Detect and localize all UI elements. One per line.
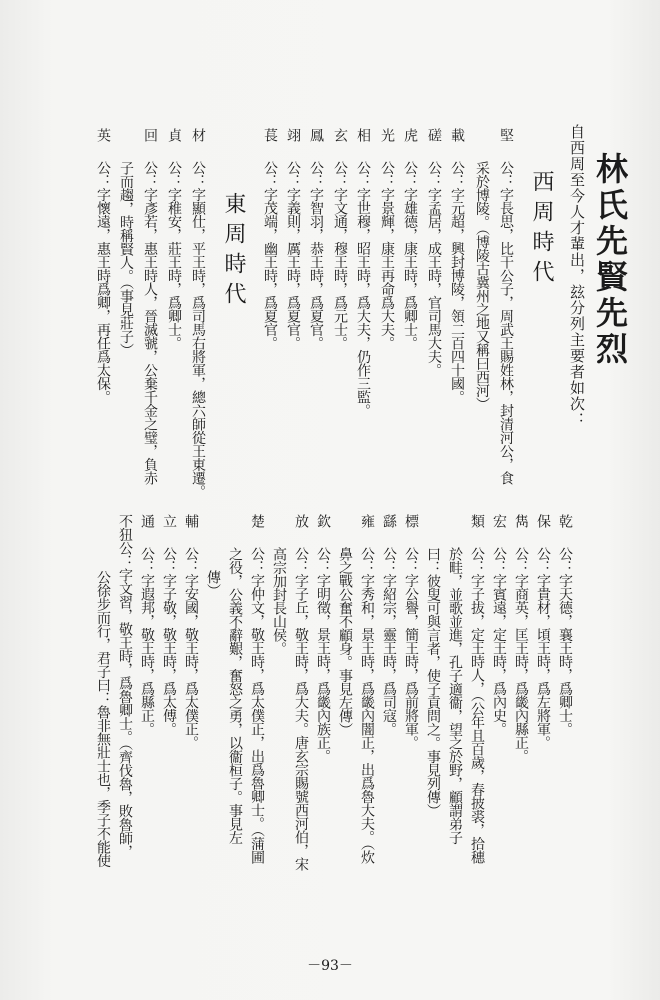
entry-name: 相 bbox=[355, 128, 371, 142]
entry-text: 公：字彥若，惠王時人，晉滅虢，公棄千金之璧，負赤 bbox=[142, 160, 158, 485]
intro-text: 自西周至今人才輩出，玆分列主要者如次： bbox=[568, 124, 586, 428]
entry-text: 公：字遐邦，敬王時，爲縣正。 bbox=[139, 546, 155, 736]
entry-text: 公：字子拔，定王時人，（公年且百歲，春披裘，拾穗 bbox=[469, 546, 485, 864]
entry-column bbox=[139, 128, 161, 485]
entry-text: 公：字天德，襄王時，爲卿士。 bbox=[557, 546, 573, 736]
entry-name: 欽 bbox=[315, 514, 331, 528]
entry-text: 公：字秀和，景王時，爲畿內闇正，出爲魯大夫。（炊 bbox=[359, 546, 375, 864]
continuation-column: 子而趨，時稱賢人。（事見莊子） bbox=[118, 161, 134, 357]
entry-text: 公：字元超，興封博陵，領二百四十國。 bbox=[449, 160, 465, 404]
entry-name: 輔 bbox=[183, 514, 199, 528]
entry-name: 宏 bbox=[491, 514, 507, 528]
entry-name: 放 bbox=[293, 514, 309, 528]
entry-column bbox=[466, 514, 488, 864]
entry-column bbox=[329, 128, 351, 350]
entry-column bbox=[423, 128, 445, 377]
continuation-column: 鼻之戰公奮不顧身。事見左傳） bbox=[337, 547, 353, 736]
entry-text: 公：字雄德，康王時，爲卿士。 bbox=[402, 160, 418, 350]
entry-text: 公：字景輝，康王再命爲大夫。 bbox=[379, 160, 395, 350]
section-heading-western-zhou: 西周時代 bbox=[529, 170, 554, 290]
entry-name: 雋 bbox=[513, 514, 529, 528]
entry-name: 楚 bbox=[249, 514, 265, 528]
entry-column bbox=[136, 514, 158, 736]
entry-column bbox=[532, 514, 554, 749]
entry-column bbox=[399, 128, 421, 350]
entry-name: 英 bbox=[95, 128, 111, 142]
entry-name: 貞 bbox=[166, 128, 182, 142]
entry-column bbox=[246, 514, 268, 864]
page-number: －93－ bbox=[307, 958, 353, 974]
continuation-column: 高宗加封長山侯。 bbox=[271, 547, 287, 655]
entry-name: 光 bbox=[379, 128, 395, 142]
section-heading-eastern-zhou: 東周時代 bbox=[221, 192, 246, 312]
entry-text: 公：字賓遠，定王時，爲內史。 bbox=[491, 546, 507, 736]
entry-name: 類 bbox=[469, 514, 485, 528]
entry-column bbox=[356, 514, 378, 864]
continuation-column: 之役，公義不辭艱，奮怒之勇，以衞桓子。事見左 bbox=[227, 547, 243, 844]
entry-text: 公：字文習，敬王時，爲魯卿士。（齊伐魯，敗魯師， bbox=[117, 541, 133, 858]
entry-text: 公：字商英，匡王時，爲畿內縣正。 bbox=[513, 546, 529, 763]
entry-text: 公：字顯仕，平王時，爲司馬右將軍，總六師從王東遷。 bbox=[190, 160, 206, 498]
entry-text: 公：字明徵，景王時，爲畿內族正。 bbox=[315, 546, 331, 763]
entry-name: 回 bbox=[142, 128, 158, 142]
continuation-column: 公徐步而行，君子曰：魯非無壯士也，季子不能使 bbox=[95, 570, 111, 867]
entry-name: 翊 bbox=[285, 128, 301, 142]
entry-text: 公：字世穆，昭王時，爲大夫，仍作三監。 bbox=[355, 160, 371, 417]
entry-text: 公：字子丘，敬王時，爲大夫。唐玄宗賜號西河伯，宋 bbox=[293, 546, 309, 871]
entry-name: 材 bbox=[190, 128, 206, 142]
entry-text: 公：字公譽，簡王時，爲前將軍。 bbox=[403, 546, 419, 749]
entry-column bbox=[158, 514, 180, 736]
entry-column bbox=[554, 514, 576, 736]
continuation-column: 傳） bbox=[205, 570, 221, 597]
entry-column bbox=[187, 128, 209, 498]
entry-column bbox=[376, 128, 398, 350]
entry-column bbox=[488, 514, 510, 736]
entry-name: 堅 bbox=[498, 128, 514, 142]
entry-name: 繇 bbox=[381, 514, 397, 528]
continuation-column: 采於博陵。（博陵古冀州之地又稱曰西河） bbox=[474, 161, 490, 411]
entry-column bbox=[282, 128, 304, 350]
entry-name: 不狃 bbox=[117, 514, 133, 541]
entry-column bbox=[114, 514, 136, 858]
entry-name: 通 bbox=[139, 514, 155, 528]
entry-name: 虎 bbox=[402, 128, 418, 142]
entry-text: 公：字子敬，敬王時，爲太傅。 bbox=[161, 546, 177, 736]
entry-column bbox=[446, 128, 468, 404]
entry-column bbox=[259, 128, 281, 350]
entry-column bbox=[163, 128, 185, 350]
entry-name: 萇 bbox=[262, 128, 278, 142]
entry-name: 玄 bbox=[332, 128, 348, 142]
entry-text: 公：字貴材，頃王時，爲左將軍。 bbox=[535, 546, 551, 749]
page-title: 林氏先賢先烈 bbox=[591, 152, 629, 368]
entry-text: 公：字長思，比干公子，周武王賜姓林，封清河公，食 bbox=[498, 160, 514, 485]
entry-column bbox=[290, 514, 312, 871]
entry-column bbox=[352, 128, 374, 417]
entry-name: 乾 bbox=[557, 514, 573, 528]
entry-column bbox=[510, 514, 532, 763]
entry-name: 標 bbox=[403, 514, 419, 528]
entry-text: 公：字懷遠，惠王時爲卿，再任爲太保。 bbox=[95, 160, 111, 404]
entry-column bbox=[495, 128, 517, 485]
entry-text: 公：字茂端，幽王時，爲夏官。 bbox=[262, 160, 278, 350]
entry-column bbox=[312, 514, 334, 763]
entry-text: 公：字文通，穆王時，爲元士。 bbox=[332, 160, 348, 350]
continuation-column: 曰：彼叟可與言者，使子貢問之。事見列傳） bbox=[425, 547, 441, 817]
continuation-column: 於畦，並歌並進，孔子適衞，望之於野，顧謂弟子 bbox=[447, 547, 463, 844]
entry-name: 鳳 bbox=[308, 128, 324, 142]
entry-text: 公：字稚安，莊王時，爲卿士。 bbox=[166, 160, 182, 350]
entry-text: 公：字孟居，成王時，官司馬大夫。 bbox=[426, 160, 442, 377]
entry-text: 公：字紹宗，靈王時，爲司寇。 bbox=[381, 546, 397, 736]
entry-text: 公：字安國，敬王時，爲太僕正。 bbox=[183, 546, 199, 749]
entry-column bbox=[180, 514, 202, 749]
entry-column bbox=[92, 128, 114, 404]
entry-name: 磋 bbox=[426, 128, 442, 142]
entry-name: 載 bbox=[449, 128, 465, 142]
entry-column bbox=[305, 128, 327, 350]
entry-column bbox=[400, 514, 422, 749]
entry-name: 雍 bbox=[359, 514, 375, 528]
entry-text: 公：字仲文，敬王時，爲太僕正，出爲魯卿士。（蒲圃 bbox=[249, 546, 265, 864]
entry-name: 保 bbox=[535, 514, 551, 528]
entry-text: 公：字智羽，恭王時，爲夏官。 bbox=[308, 160, 324, 350]
entry-text: 公：字義則，厲王時，爲夏官。 bbox=[285, 160, 301, 350]
entry-column bbox=[378, 514, 400, 736]
entry-name: 立 bbox=[161, 514, 177, 528]
